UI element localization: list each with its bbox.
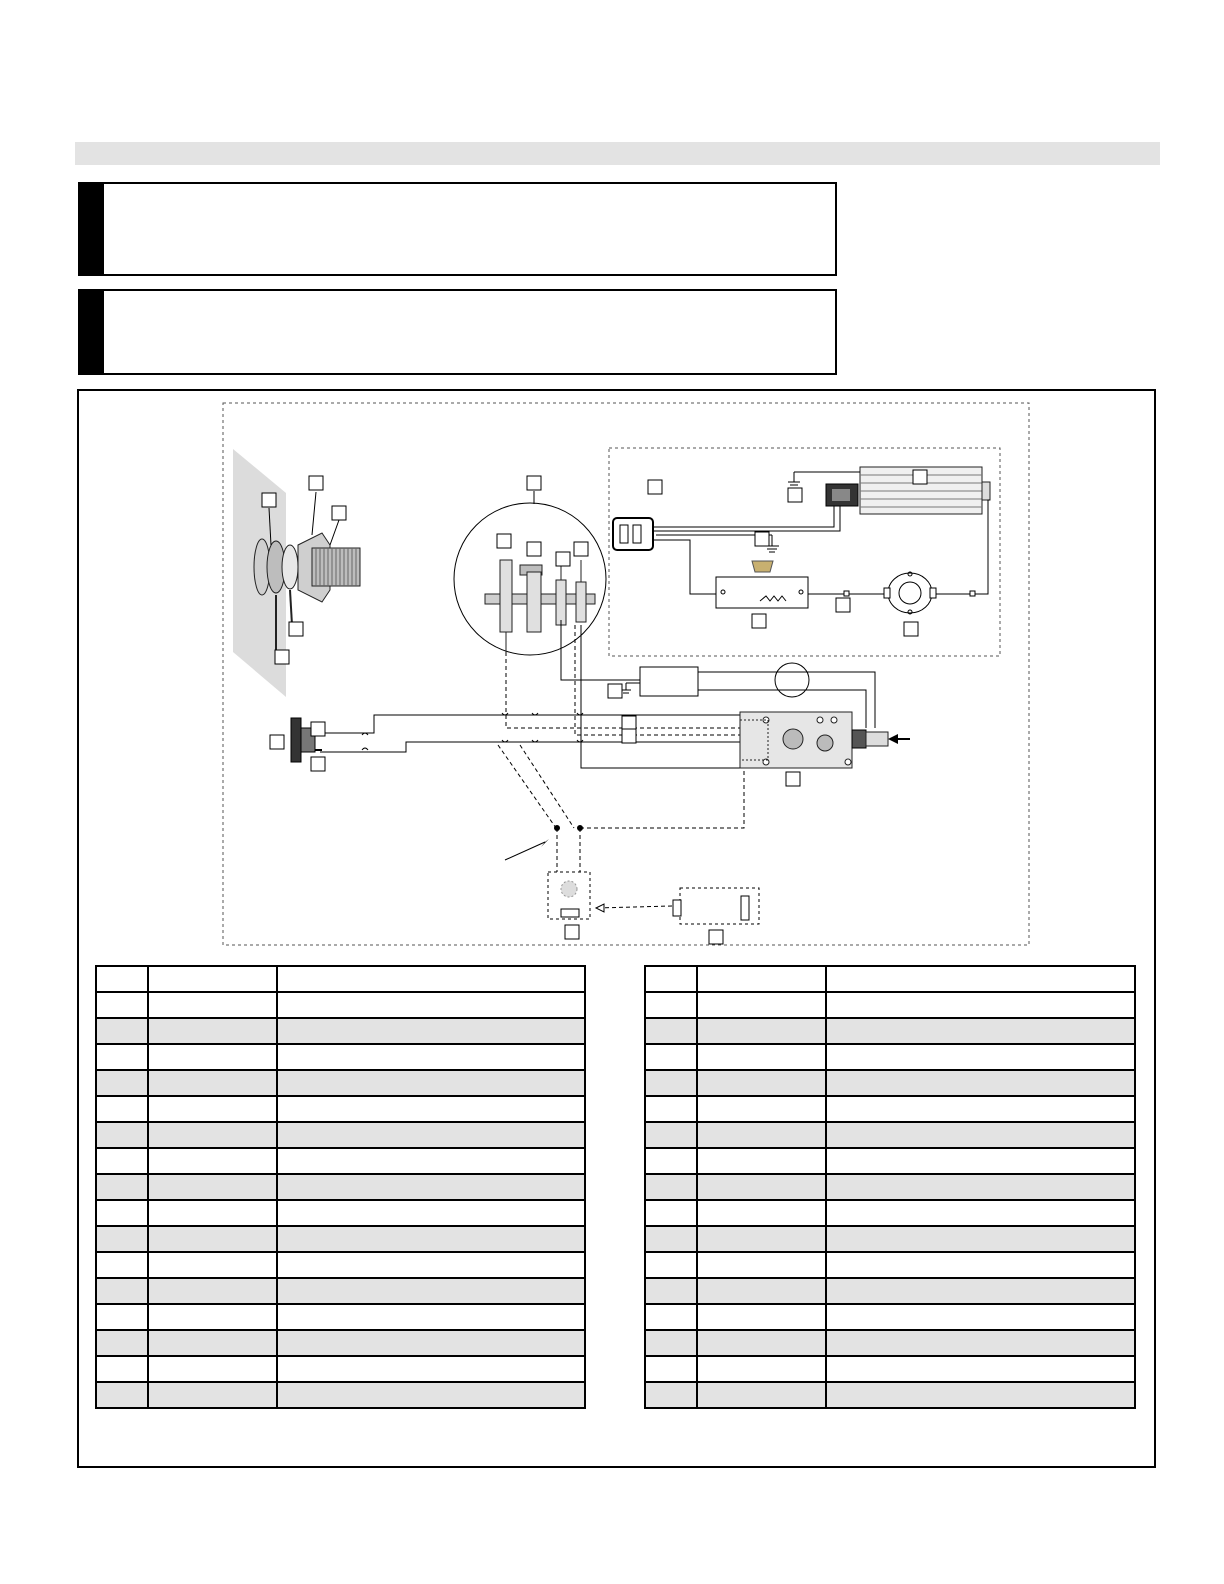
part-code-cell <box>148 1018 277 1044</box>
part-code-cell <box>148 1330 277 1356</box>
part-number-cell <box>96 1122 148 1148</box>
part-description-cell <box>826 1330 1135 1356</box>
part-number-cell <box>645 1356 697 1382</box>
table-row <box>645 1174 1135 1200</box>
callout-box <box>786 772 800 786</box>
callout-boxes <box>262 470 927 944</box>
part-number-cell <box>96 1174 148 1200</box>
part-description-cell <box>826 1304 1135 1330</box>
part-number-cell <box>96 1304 148 1330</box>
callout-box <box>648 480 662 494</box>
table-row <box>96 1200 585 1226</box>
signal-arrow-icon <box>596 904 604 912</box>
part-description-cell <box>826 1122 1135 1148</box>
part-number-cell <box>96 1148 148 1174</box>
table-row <box>96 1070 585 1096</box>
callout-box <box>556 552 570 566</box>
part-description-cell <box>826 1226 1135 1252</box>
callout-box <box>565 925 579 939</box>
part-description-cell <box>826 1018 1135 1044</box>
table-row <box>645 1070 1135 1096</box>
part-code-cell <box>697 1044 826 1070</box>
remote-battery-icon <box>673 900 681 916</box>
wire-break-marks <box>362 713 583 750</box>
part-number-cell <box>645 1330 697 1356</box>
table-row <box>645 1044 1135 1070</box>
part-number-cell <box>96 1018 148 1044</box>
part-description-cell <box>277 1382 585 1408</box>
part-description-cell <box>277 1252 585 1278</box>
part-number-cell <box>645 1382 697 1408</box>
table-row <box>645 992 1135 1018</box>
part-description-cell <box>277 1044 585 1070</box>
leader-line <box>330 520 339 545</box>
callout-box <box>836 598 850 612</box>
part-code-cell <box>697 1278 826 1304</box>
table-row <box>96 1278 585 1304</box>
table-row <box>96 1096 585 1122</box>
part-number-cell <box>645 1200 697 1226</box>
remote-switch-icon <box>741 896 749 920</box>
part-code-cell <box>697 1070 826 1096</box>
part-number-cell <box>645 966 697 992</box>
part-code-cell <box>148 1070 277 1096</box>
part-code-cell <box>697 992 826 1018</box>
part-code-cell <box>148 1096 277 1122</box>
part-code-cell <box>697 1174 826 1200</box>
table-row <box>645 1304 1135 1330</box>
detail-circle <box>775 663 809 697</box>
part-description-cell <box>277 1278 585 1304</box>
callout-box <box>608 684 622 698</box>
callout-box <box>574 542 588 556</box>
part-code-cell <box>148 1044 277 1070</box>
part-code-cell <box>697 1330 826 1356</box>
callout-box <box>622 729 636 743</box>
thermodisc-icon <box>884 572 936 614</box>
table-row <box>645 1330 1135 1356</box>
callout-box <box>788 488 802 502</box>
part-description-cell <box>277 1200 585 1226</box>
table-row <box>645 1122 1135 1148</box>
part-number-cell <box>96 992 148 1018</box>
part-number-cell <box>96 1096 148 1122</box>
table-row <box>96 992 585 1018</box>
part-description-cell <box>826 1174 1135 1200</box>
part-code-cell <box>697 1304 826 1330</box>
part-number-cell <box>96 1278 148 1304</box>
part-description-cell <box>826 1070 1135 1096</box>
part-description-cell <box>277 1304 585 1330</box>
callout-box <box>332 506 346 520</box>
callout-box <box>311 757 325 771</box>
part-number-cell <box>645 1252 697 1278</box>
callout-box <box>622 716 636 730</box>
part-description-cell <box>277 1148 585 1174</box>
part-code-cell <box>697 1382 826 1408</box>
part-code-cell <box>697 1226 826 1252</box>
part-number-cell <box>96 1070 148 1096</box>
part-number-cell <box>645 992 697 1018</box>
part-code-cell <box>148 1174 277 1200</box>
callout-box <box>311 722 325 736</box>
table-row <box>96 1148 585 1174</box>
part-code-cell <box>148 1148 277 1174</box>
part-code-cell <box>148 1252 277 1278</box>
part-number-cell <box>645 1304 697 1330</box>
callout-box <box>913 470 927 484</box>
ignition-module-icon <box>640 667 698 696</box>
table-row <box>645 1278 1135 1304</box>
ground-icon <box>621 683 640 693</box>
parts-table-right-body <box>645 966 1135 1408</box>
part-description-cell <box>277 1018 585 1044</box>
callout-box <box>262 493 276 507</box>
part-number-cell <box>96 1200 148 1226</box>
table-row <box>645 1226 1135 1252</box>
part-code-cell <box>697 1096 826 1122</box>
part-number-cell <box>96 1330 148 1356</box>
arrow-head <box>888 734 898 744</box>
table-row <box>96 1330 585 1356</box>
part-description-cell <box>826 1278 1135 1304</box>
callout-box <box>755 532 769 546</box>
table-row <box>645 1382 1135 1408</box>
callout-box <box>527 542 541 556</box>
part-number-cell <box>645 1226 697 1252</box>
leader-line <box>312 492 316 535</box>
part-description-cell <box>826 1096 1135 1122</box>
table-row <box>645 1096 1135 1122</box>
part-number-cell <box>96 1356 148 1382</box>
table-header-row <box>645 966 1135 992</box>
callout-box <box>275 650 289 664</box>
part-description-cell <box>826 1252 1135 1278</box>
part-code-cell <box>148 1122 277 1148</box>
callout-box <box>309 476 323 490</box>
part-number-cell <box>645 1018 697 1044</box>
parts-table-left <box>95 965 586 1409</box>
part-number-cell <box>645 1044 697 1070</box>
part-description-cell <box>826 966 1135 992</box>
part-code-cell <box>148 966 277 992</box>
table-row <box>96 1304 585 1330</box>
table-row <box>645 1252 1135 1278</box>
table-row <box>96 1356 585 1382</box>
blower-fan-icon <box>826 467 990 514</box>
part-code-cell <box>697 966 826 992</box>
parts-table-left-body <box>96 966 585 1408</box>
wire-terminal <box>577 825 583 831</box>
part-code-cell <box>697 1148 826 1174</box>
part-description-cell <box>277 1330 585 1356</box>
table-header-row <box>96 966 585 992</box>
dashed-wiring <box>498 625 744 908</box>
table-row <box>96 1122 585 1148</box>
part-description-cell <box>826 1200 1135 1226</box>
part-description-cell <box>826 1382 1135 1408</box>
pilot-assembly-icon <box>485 560 595 652</box>
leader-line <box>505 842 545 860</box>
part-description-cell <box>277 1096 585 1122</box>
part-code-cell <box>697 1252 826 1278</box>
part-code-cell <box>148 1304 277 1330</box>
part-code-cell <box>148 1200 277 1226</box>
part-number-cell <box>645 1148 697 1174</box>
part-number-cell <box>645 1174 697 1200</box>
part-number-cell <box>645 1278 697 1304</box>
part-description-cell <box>277 1070 585 1096</box>
callout-box <box>904 622 918 636</box>
part-number-cell <box>96 1252 148 1278</box>
part-number-cell <box>96 1382 148 1408</box>
part-description-cell <box>277 966 585 992</box>
callout-box <box>289 622 303 636</box>
part-description-cell <box>277 992 585 1018</box>
part-code-cell <box>697 1122 826 1148</box>
table-row <box>645 1018 1135 1044</box>
receiver-button-icon <box>561 881 577 897</box>
callout-box <box>752 614 766 628</box>
callout-box <box>270 735 284 749</box>
table-row <box>96 1252 585 1278</box>
part-number-cell <box>645 1070 697 1096</box>
callout-box <box>497 534 511 548</box>
table-row <box>645 1148 1135 1174</box>
parts-table-right <box>644 965 1136 1409</box>
part-code-cell <box>148 1356 277 1382</box>
connector-icon <box>844 591 849 596</box>
part-description-cell <box>826 1044 1135 1070</box>
part-code-cell <box>697 1200 826 1226</box>
table-row <box>645 1356 1135 1382</box>
part-description-cell <box>277 1226 585 1252</box>
speed-control-icon <box>716 561 808 608</box>
connector-icon <box>970 591 975 596</box>
wire-terminal <box>554 825 560 831</box>
receiver-switch-icon <box>561 909 579 917</box>
part-number-cell <box>96 1044 148 1070</box>
part-code-cell <box>697 1018 826 1044</box>
part-code-cell <box>697 1356 826 1382</box>
table-row <box>96 1044 585 1070</box>
part-description-cell <box>277 1174 585 1200</box>
part-description-cell <box>277 1122 585 1148</box>
receptacle-plug-icon <box>613 518 653 550</box>
part-code-cell <box>148 1382 277 1408</box>
table-row <box>96 1174 585 1200</box>
part-number-cell <box>645 1096 697 1122</box>
part-code-cell <box>148 992 277 1018</box>
part-number-cell <box>645 1122 697 1148</box>
part-description-cell <box>826 1148 1135 1174</box>
part-description-cell <box>826 1356 1135 1382</box>
table-row <box>96 1226 585 1252</box>
part-description-cell <box>277 1356 585 1382</box>
callout-box <box>527 476 541 490</box>
part-code-cell <box>148 1278 277 1304</box>
table-row <box>96 1018 585 1044</box>
part-description-cell <box>826 992 1135 1018</box>
part-code-cell <box>148 1226 277 1252</box>
table-row <box>645 1200 1135 1226</box>
part-number-cell <box>96 966 148 992</box>
table-row <box>96 1382 585 1408</box>
part-number-cell <box>96 1226 148 1252</box>
callout-box <box>709 930 723 944</box>
